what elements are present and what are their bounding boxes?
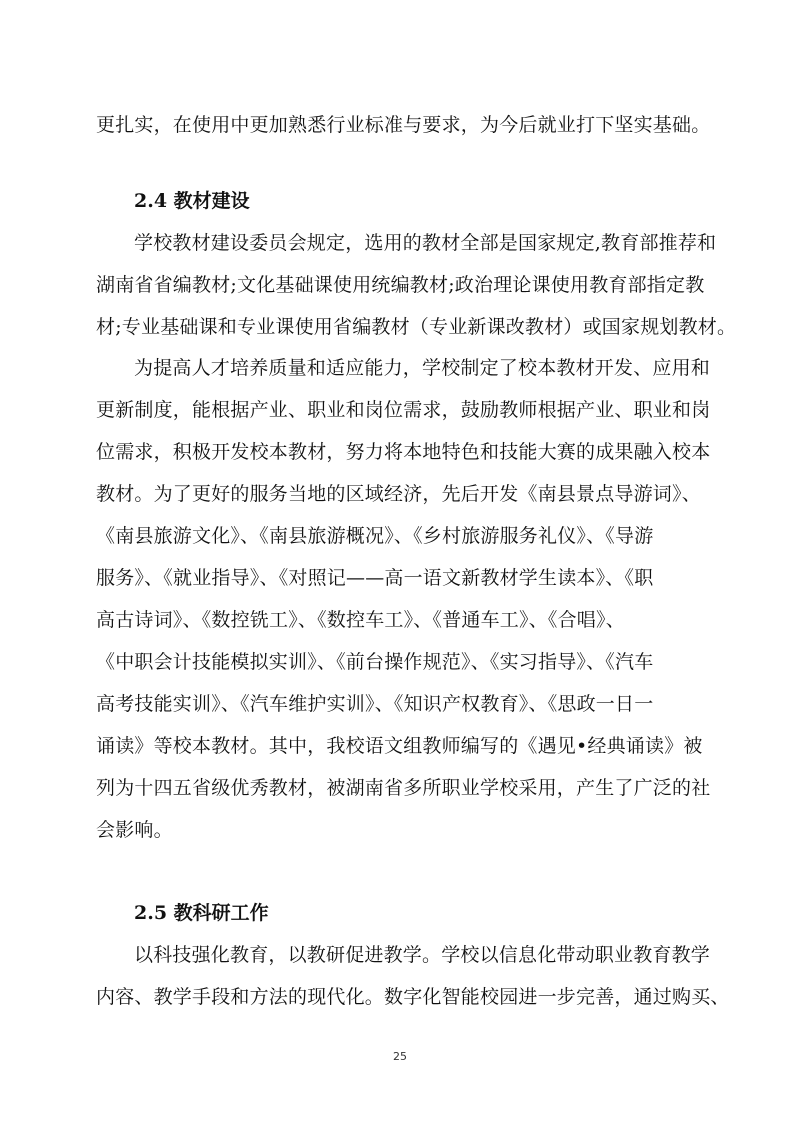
page-number: 25 <box>393 1050 407 1063</box>
section-heading-2-5: 2.5 教科研工作 <box>134 902 269 924</box>
body-text-line: 湖南省省编教材;文化基础课使用统编教材;政治理论课使用教育部指定教 <box>96 274 705 296</box>
body-text-line: 为提高人才培养质量和适应能力，学校制定了校本教材开发、应用和 <box>134 357 711 379</box>
body-text-line: 高古诗词》、《数控铣工》、《数控车工》、《普通车工》、《合唱》、 <box>96 609 625 631</box>
body-text-line: 内容、教学手段和方法的现代化。数字化智能校园进一步完善，通过购买、 <box>96 986 730 1008</box>
body-text-line: 《中职会计技能模拟实训》、《前台操作规范》、《实习指导》、《汽车 <box>96 651 654 673</box>
body-text-line: 学校教材建设委员会规定，选用的教材全部是国家规定,教育部推荐和 <box>134 232 717 254</box>
body-text-line: 位需求，积极开发校本教材，努力将本地特色和技能大赛的成果融入校本 <box>96 441 711 463</box>
body-text-line: 以科技强化教育，以教研促进教学。学校以信息化带动职业教育教学 <box>134 944 711 966</box>
body-text-line: 材;专业基础课和专业课使用省编教材（专业新课改教材）或国家规划教材。 <box>96 316 737 338</box>
body-text-line: 《南县旅游文化》、《南县旅游概况》、《乡村旅游服务礼仪》、《导游 <box>96 525 654 547</box>
body-text-line: 更新制度，能根据产业、职业和岗位需求，鼓励教师根据产业、职业和岗 <box>96 399 711 421</box>
section-heading-2-4: 2.4 教材建设 <box>134 190 250 212</box>
body-text-line: 列为十四五省级优秀教材，被湖南省多所职业学校采用，产生了广泛的社 <box>96 777 711 799</box>
body-text-line: 服务》、《就业指导》、《对照记——高一语文新教材学生读本》、《职 <box>96 567 654 589</box>
body-text-line: 诵读》等校本教材。其中，我校语文组教师编写的《遇见•经典诵读》被 <box>96 735 703 757</box>
body-text-line: 会影响。 <box>96 819 173 841</box>
body-text-line: 高考技能实训》、《汽车维护实训》、《知识产权教育》、《思政一日一 <box>96 693 654 715</box>
body-text-line: 更扎实，在使用中更加熟悉行业标准与要求，为今后就业打下坚实基础。 <box>96 114 711 136</box>
body-text-line: 教材。为了更好的服务当地的区域经济，先后开发《南县景点导游词》、 <box>96 483 701 505</box>
